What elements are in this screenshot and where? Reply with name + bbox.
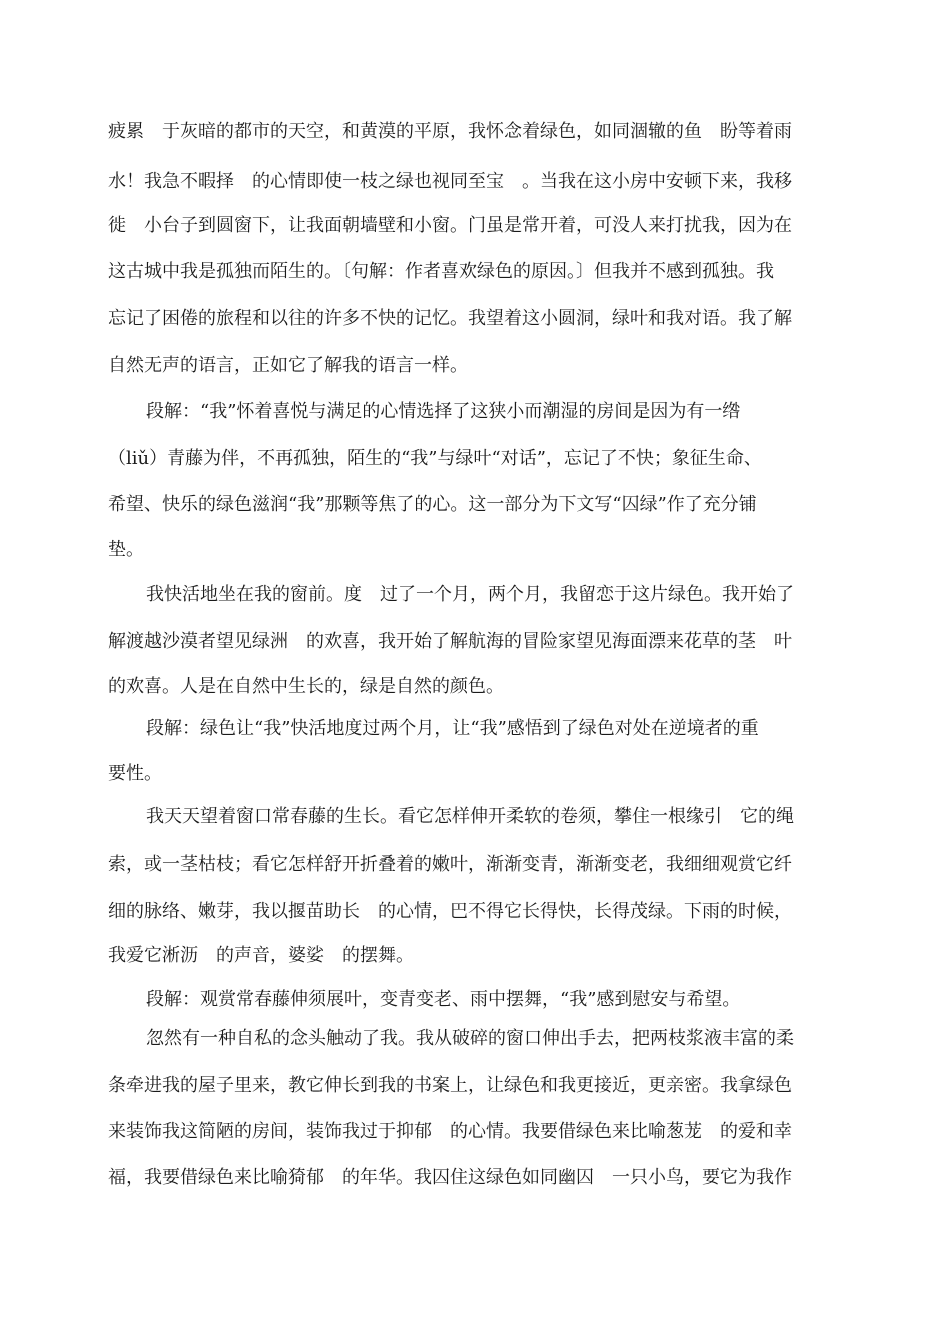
text-line: 要性。 xyxy=(108,763,162,784)
text-line: 水！我急不暇择 的心情即使一枝之绿也视同至宝 。当我在这小房中安顿下来，我移 xyxy=(108,171,792,192)
text-line: 徙 小台子到圆窗下，让我面朝墙壁和小窗。门虽是常开着，可没人来打扰我，因为在 xyxy=(108,215,792,236)
paragraph-first-line: 忽然有一种自私的念头触动了我。我从破碎的窗口伸出手去，把两枝浆液丰富的柔 xyxy=(146,1028,794,1049)
text-line: 自然无声的语言，正如它了解我的语言一样。 xyxy=(108,355,468,376)
text-line: （liǔ）青藤为伴，不再孤独，陌生的“我”与绿叶“对话”，忘记了不快；象征生命、 xyxy=(108,448,762,469)
text-line: 解渡越沙漠者望见绿洲 的欢喜，我开始了解航海的冒险家望见海面漂来花草的茎 叶 xyxy=(108,631,792,652)
paragraph-note-line: 段解：绿色让“我”快活地度过两个月，让“我”感悟到了绿色对处在逆境者的重 xyxy=(146,718,759,739)
text-line: 我爱它淅沥 的声音，婆娑 的摆舞。 xyxy=(108,945,414,966)
paragraph-first-line: 我天天望着窗口常春藤的生长。看它怎样伸开柔软的卷须，攀住一根缘引 它的绳 xyxy=(146,806,794,827)
text-line: 索，或一茎枯枝；看它怎样舒开折叠着的嫩叶，渐渐变青，渐渐变老，我细细观赏它纤 xyxy=(108,854,792,875)
paragraph-note-line: 段解：“我”怀着喜悦与满足的心情选择了这狭小而潮湿的房间是因为有一绺 xyxy=(146,401,741,422)
text-line: 疲累 于灰暗的都市的天空，和黄漠的平原，我怀念着绿色，如同涸辙的鱼 盼等着雨 xyxy=(108,121,792,142)
text-line: 福，我要借绿色来比喻猗郁 的年华。我囚住这绿色如同幽囚 一只小鸟，要它为我作 xyxy=(108,1167,792,1188)
text-line: 垫。 xyxy=(108,539,144,560)
text-line: 条牵进我的屋子里来，教它伸长到我的书案上，让绿色和我更接近，更亲密。我拿绿色 xyxy=(108,1075,792,1096)
text-line: 的欢喜。人是在自然中生长的，绿是自然的颜色。 xyxy=(108,676,504,697)
paragraph-first-line: 我快活地坐在我的窗前。度 过了一个月，两个月，我留恋于这片绿色。我开始了 xyxy=(146,584,794,605)
text-line: 这古城中我是孤独而陌生的。〔句解：作者喜欢绿色的原因。〕但我并不感到孤独。我 xyxy=(108,261,774,282)
text-line: 细的脉络、嫩芽，我以揠苗助长 的心情，巴不得它长得快，长得茂绿。下雨的时候， xyxy=(108,901,792,922)
text-line: 忘记了困倦的旅程和以往的许多不快的记忆。我望着这小圆洞，绿叶和我对语。我了解 xyxy=(108,308,792,329)
text-line: 希望、快乐的绿色滋润“我”那颗等焦了的心。这一部分为下文写“囚绿”作了充分铺 xyxy=(108,494,757,515)
text-line: 来装饰我这简陋的房间，装饰我过于抑郁 的心情。我要借绿色来比喻葱茏 的爱和幸 xyxy=(108,1121,792,1142)
paragraph-note-line: 段解：观赏常春藤伸须展叶，变青变老、雨中摆舞，“我”感到慰安与希望。 xyxy=(146,989,741,1010)
